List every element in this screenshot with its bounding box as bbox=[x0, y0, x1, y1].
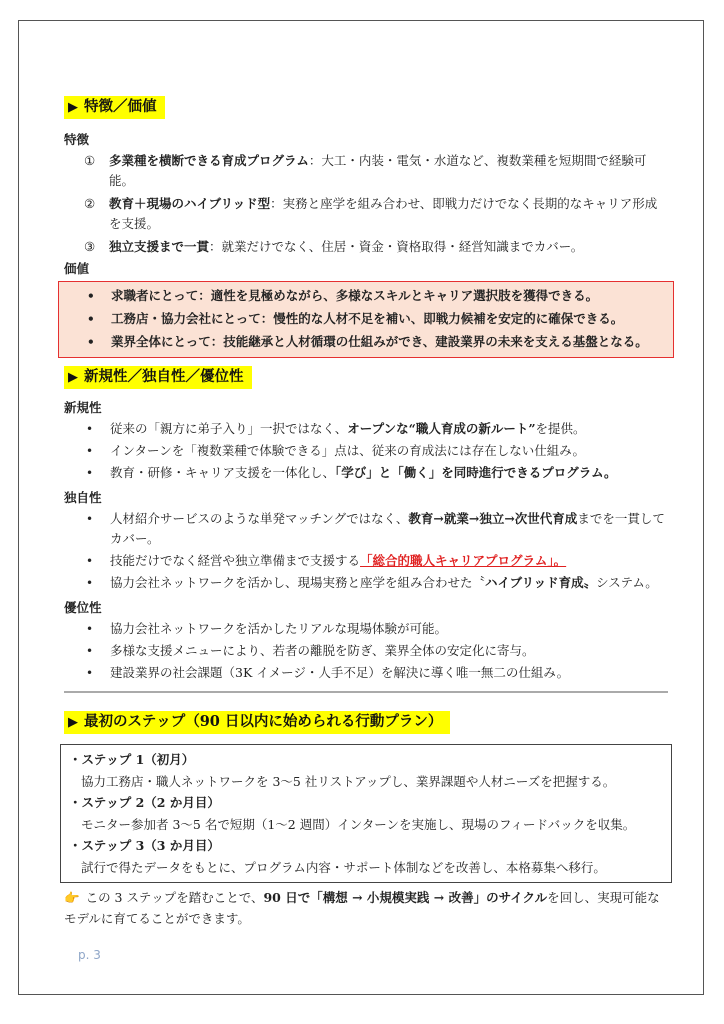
novelty-item bbox=[64, 441, 668, 461]
bullet-icon: • bbox=[86, 666, 94, 680]
section-heading-features bbox=[64, 96, 165, 119]
summary-pre: この 3 ステップを踏むことで、 bbox=[85, 890, 264, 905]
novelty-label: 新規性 bbox=[64, 400, 102, 415]
unique-bold: 教育→就業→独立→次世代育成 bbox=[408, 511, 578, 526]
unique-text-post: システム。 bbox=[596, 575, 658, 590]
advantage-item bbox=[64, 663, 668, 683]
novelty-text: インターンを「複数業種で体験できる」点は、従来の育成法には存在しない仕組み。 bbox=[110, 443, 586, 458]
summary-bold: 90 日で「構想 → 小規模実践 → 改善」のサイクル bbox=[263, 890, 548, 905]
bullet-icon: • bbox=[86, 444, 94, 458]
step-title: ・ステップ 1（初月） bbox=[69, 752, 195, 767]
bullet-icon: • bbox=[86, 554, 94, 568]
novelty-text: 従来の「親方に弟子入り」一択ではなく、 bbox=[110, 421, 348, 436]
pointing-finger-icon: 👉 bbox=[64, 890, 80, 905]
step-desc: モニター参加者 3〜5 名で短期（1〜2 週間）インターンを実施し、現場のフィードバックを収集。 bbox=[81, 817, 636, 832]
novelty-item bbox=[64, 463, 668, 483]
advantage-item bbox=[64, 641, 668, 661]
feature-text: ：就業だけでなく、住居・資金・資格取得・経営知識までカバー。 bbox=[209, 239, 584, 254]
novelty-text-post: を提供。 bbox=[535, 421, 586, 436]
steps-box bbox=[60, 744, 672, 883]
unique-text-post: までを一貫してカバー。 bbox=[110, 511, 665, 546]
value-item bbox=[65, 332, 667, 352]
step-desc: 協力工務店・職人ネットワークを 3〜5 社リストアップし、業界課題や人材ニーズを把握する。 bbox=[81, 774, 616, 789]
step-title: ・ステップ 2（2 か月目） bbox=[69, 795, 220, 810]
feature-text: ：実務と座学を組み合わせ、即戦力だけでなく長期的なキャリア形成を支援。 bbox=[109, 196, 658, 231]
value-text: 業界全体にとって：技能継承と人材循環の仕組みができ、建設業界の未来を支える基盤となる。 bbox=[111, 334, 648, 349]
advantage-text: 多様な支援メニューにより、若者の離脱を防ぎ、業界全体の安定化に寄与。 bbox=[110, 643, 535, 658]
advantage-text: 協力会社ネットワークを活かしたリアルな現場体験が可能。 bbox=[110, 621, 448, 636]
advantage-text: 建設業界の社会課題（3K イメージ・人手不足）を解決に導く唯一無二の仕組み。 bbox=[110, 665, 570, 680]
bullet-icon: • bbox=[86, 644, 94, 658]
section-title: 新規性／独自性／優位性 bbox=[84, 368, 244, 385]
unique-text: 協力会社ネットワークを活かし、現場実務と座学を組み合わせた〝 bbox=[110, 575, 486, 590]
feature-title: 独立支援まで一貫 bbox=[109, 239, 210, 254]
feature-item bbox=[64, 194, 668, 234]
bullet-icon: • bbox=[86, 622, 94, 636]
step-title: ・ステップ 3（3 か月目） bbox=[69, 838, 220, 853]
section-heading-novelty bbox=[64, 366, 252, 389]
bullet-icon: • bbox=[86, 512, 94, 526]
feature-number: ③ bbox=[84, 239, 96, 254]
bullet-icon: • bbox=[86, 422, 94, 436]
unique-text: 人材紹介サービスのような単発マッチングではなく、 bbox=[110, 511, 409, 526]
bullet-icon: • bbox=[86, 466, 94, 480]
summary-text bbox=[64, 887, 668, 929]
unique-bold: ハイブリッド育成〟 bbox=[485, 575, 597, 590]
divider bbox=[64, 691, 668, 693]
unique-item bbox=[64, 551, 668, 571]
triangle-icon: ▶ bbox=[68, 715, 78, 730]
value-item bbox=[65, 286, 667, 306]
novelty-bold: 「学び」と「働く」を同時進行できるプログラム。 bbox=[335, 465, 617, 480]
bullet-icon: • bbox=[87, 312, 95, 326]
feature-number: ① bbox=[84, 153, 96, 168]
bullet-icon: • bbox=[87, 289, 95, 303]
triangle-icon: ▶ bbox=[68, 100, 78, 115]
page-number: p. 3 bbox=[78, 948, 101, 962]
bullet-icon: • bbox=[87, 335, 95, 349]
tokucho-label: 特徴 bbox=[64, 132, 90, 147]
unique-text: 技能だけでなく経営や独立準備まで支援する bbox=[110, 553, 361, 568]
novelty-text: 教育・研修・キャリア支援を一体化し、 bbox=[110, 465, 336, 480]
bullet-icon: • bbox=[86, 576, 94, 590]
novelty-item bbox=[64, 419, 668, 439]
value-item bbox=[65, 309, 667, 329]
advantage-item bbox=[64, 619, 668, 639]
kachi-label: 価値 bbox=[64, 261, 90, 276]
step-desc: 試行で得たデータをもとに、プログラム内容・サポート体制などを改善し、本格募集へ移行。 bbox=[81, 860, 606, 875]
value-highlight-box bbox=[58, 281, 674, 358]
page-content bbox=[64, 96, 668, 929]
feature-text: ：大工・内装・電気・水道など、複数業種を短期間で経験可能。 bbox=[109, 153, 647, 188]
value-text: 求職者にとって：適性を見極めながら、多様なスキルとキャリア選択肢を獲得できる。 bbox=[111, 288, 599, 303]
section-title: 特徴／価値 bbox=[84, 98, 157, 115]
novelty-bold: オープンな“職人育成の新ルート” bbox=[347, 421, 536, 436]
unique-item bbox=[64, 509, 668, 549]
value-text: 工務店・協力会社にとって：慢性的な人材不足を補い、即戦力候補を安定的に確保できる。 bbox=[111, 311, 624, 326]
advantage-label: 優位性 bbox=[64, 600, 102, 615]
unique-item bbox=[64, 573, 668, 593]
unique-label: 独自性 bbox=[64, 490, 102, 505]
unique-red-emphasis: 「総合的職人キャリアプログラム」。 bbox=[360, 553, 567, 568]
feature-item bbox=[64, 151, 668, 191]
triangle-icon: ▶ bbox=[68, 370, 78, 385]
feature-item bbox=[64, 237, 668, 257]
section-title: 最初のステップ（90 日以内に始められる行動プラン） bbox=[84, 713, 443, 730]
feature-number: ② bbox=[84, 196, 96, 211]
summary-post: を回し、実現可能なモデルに育てることができます。 bbox=[64, 890, 660, 926]
section-heading-first-steps bbox=[64, 711, 450, 734]
feature-title: 多業種を横断できる育成プログラム bbox=[109, 153, 309, 168]
feature-title: 教育＋現場のハイブリッド型 bbox=[109, 196, 271, 211]
